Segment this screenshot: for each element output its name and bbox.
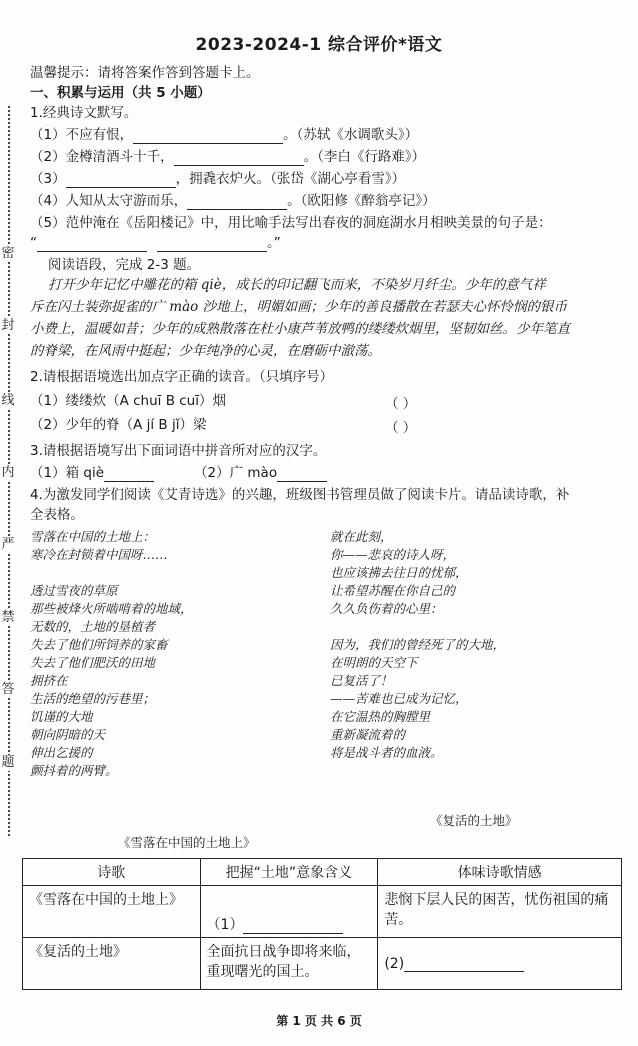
q1-item-2	[30, 148, 618, 166]
item-number: （4）	[30, 193, 66, 209]
table-cell: 《复活的土地》	[23, 938, 201, 990]
question-3-stem: 3.请根据语境写出下面词语中拼音所对应的汉字。	[30, 443, 327, 459]
poem-line: 朝向阴暗的天	[30, 727, 106, 742]
cell-label: (2)	[384, 955, 405, 972]
item-text: 金樽清酒斗十千，	[65, 149, 174, 165]
margin-char: 内	[1, 465, 15, 480]
table-cell	[378, 938, 622, 990]
poem-line: 因为，我们的曾经死了的大地，	[330, 637, 506, 652]
page-footer: 第 1 页 共 6 页	[276, 1014, 362, 1028]
poem-right	[330, 528, 505, 762]
poem-line: 就在此刻，	[330, 529, 393, 544]
margin-char: 答	[1, 682, 15, 697]
question-4-stem-cont: 全表格。	[30, 507, 84, 523]
answer-blank[interactable]	[157, 237, 267, 252]
margin-char: 密	[1, 246, 15, 261]
item-source: 。（欧阳修《醉翁亭记》）	[287, 193, 436, 209]
table-cell: 《雪落在中国的土地上》	[23, 886, 201, 938]
poem-line: 已复活了！	[330, 673, 393, 688]
table-header: 把握“土地”意象含义	[200, 859, 378, 886]
answer-blank[interactable]	[187, 195, 287, 210]
q1-item-5: （5）范仲淹在《岳阳楼记》中，用比喻手法写出春夜的洞庭湖水月相映美景的句子是：	[30, 215, 552, 231]
question-1-stem: 1.经典诗文默写。	[30, 105, 138, 121]
table-cell: 全面抗日战争即将来临，重现曙光的国土。	[200, 938, 378, 990]
poem-line: 寒冷在封锁着中国呀……	[30, 547, 168, 562]
poem-line: 伸出乞援的	[30, 745, 93, 760]
poem-line: 生活的绝望的污巷里；	[30, 691, 156, 706]
poem-line: 雪落在中国的土地上：	[30, 529, 156, 544]
q2-item-2: （2）少年的脊（A jí B jǐ）梁	[30, 417, 207, 433]
poem-line: 重新凝流着的	[330, 727, 406, 742]
answer-blank[interactable]	[404, 957, 524, 972]
table-header: 诗歌	[23, 859, 201, 886]
reading-intro: 阅读语段，完成 2-3 题。	[48, 257, 201, 273]
margin-char: 题	[1, 755, 15, 770]
q3-items	[30, 464, 618, 482]
q3-item-1: （1）箱 qiè	[30, 465, 105, 481]
poem-line: 失去了他们所饲养的家畜	[30, 637, 168, 652]
poem-line: 在明朗的天空下	[330, 655, 418, 670]
answer-blank[interactable]	[37, 237, 147, 252]
answer-blank[interactable]	[277, 467, 327, 482]
notice-text: 温馨提示：请将答案作答到答题卡上。	[30, 65, 260, 81]
q3-item-2: （2）广 mào	[194, 465, 278, 481]
poem-line: 也应该拂去往日的忧郁，	[330, 565, 468, 580]
answer-paren[interactable]: （ ）	[385, 420, 417, 436]
answer-blank[interactable]	[243, 919, 343, 934]
poem-line: 让希望苏醒在你自己的	[330, 583, 456, 598]
passage-line: 斥在闪土装弥捉雀的广 mào 沙地上，明媚如画；少年的善良播散在若瑟夫心怀怜悯的银币	[30, 299, 568, 315]
item-source: ，拥毳衣炉火。（张岱《湖心亭看雪》）	[175, 171, 406, 187]
poem-left-title: 《雪落在中国的土地上》	[118, 835, 256, 850]
q2-item-1: （1）缕缕炊（A chuī B cuī）烟	[30, 393, 226, 409]
item-text: 不应有恨，	[65, 127, 134, 143]
margin-char: 线	[1, 393, 15, 408]
question-2-stem: 2.请根据语境选出加点字正确的读音。（只填序号）	[30, 369, 334, 385]
table-header: 体味诗歌情感	[378, 859, 622, 886]
item-source: 。（李白《行路难》）	[303, 149, 426, 165]
poem-line: 透过雪夜的草原	[30, 583, 118, 598]
q1-item-3	[30, 170, 618, 188]
poem-line: 拥挤在	[30, 673, 68, 688]
q1-item-1	[30, 126, 618, 144]
poem-right-title: 《复活的土地》	[430, 813, 518, 828]
answer-blank[interactable]	[174, 151, 304, 166]
quote-open: “	[30, 235, 37, 251]
passage-line: 的脊梁，在风雨中挺起；少年纯净的心灵，在磨砺中澈荡。	[30, 343, 381, 359]
item-source: 。（苏轼《水调歌头》）	[283, 127, 419, 143]
answer-blank[interactable]	[104, 467, 154, 482]
answer-blank[interactable]	[66, 173, 176, 188]
section-heading: 一、积累与运用（共 5 小题）	[30, 85, 211, 101]
table-cell	[200, 886, 378, 938]
item-number: （2）	[30, 149, 66, 165]
poem-line: 失去了他们肥沃的田地	[30, 655, 156, 670]
poem-line: ——苦难也已成为记忆，	[330, 691, 468, 706]
table-cell: 悲悯下层人民的困苦，忧伤祖国的痛苦。	[378, 886, 622, 938]
q1-item-4	[30, 192, 618, 210]
quote-close: 。”	[267, 235, 281, 251]
cell-label: （1）	[206, 917, 244, 933]
poem-line: 你——悲哀的诗人呀，	[330, 547, 456, 562]
margin-char: 封	[1, 318, 15, 333]
q1-item-5-answer	[30, 234, 618, 252]
reading-card-table	[22, 858, 622, 990]
poem-line: 那些被烽火所啮啃着的地域，	[30, 601, 193, 616]
passage-line: 小费上，温暖如昔；少年的成熟散落在杜小康芦苇放鸭的缕缕炊烟里，坚韧如丝。少年笔直	[30, 321, 570, 337]
poem-line: 将是战斗者的血液。	[330, 745, 443, 760]
question-4-stem: 4.为激发同学们阅读《艾青诗选》的兴趣，班级图书管理员做了阅读卡片。请品读诗歌，补	[30, 487, 570, 503]
poem-line: 饥谨的大地	[30, 709, 93, 724]
margin-char: 严	[1, 537, 15, 552]
answer-paren[interactable]: （ ）	[385, 396, 417, 412]
passage-line: 打开少年记忆中雕花的箱 qiè，成长的印记翻飞而来，不染岁月纤尘。少年的意气祥	[48, 277, 546, 293]
answer-blank[interactable]	[133, 129, 283, 144]
poem-line: 在它温热的胸膛里	[330, 709, 431, 724]
poem-left	[30, 528, 193, 780]
poem-line: 无数的，土地的垦植者	[30, 619, 156, 634]
poem-line: 颤抖着的两臂。	[30, 763, 118, 778]
item-number: （3）	[30, 171, 66, 187]
item-number: （1）	[30, 127, 66, 143]
item-text: 人知从太守游而乐，	[65, 193, 188, 209]
poem-line: 久久负伤着的心里：	[330, 601, 443, 616]
page-title: 2023-2024-1 综合评价*语文	[195, 35, 443, 55]
margin-char: 禁	[1, 610, 15, 625]
